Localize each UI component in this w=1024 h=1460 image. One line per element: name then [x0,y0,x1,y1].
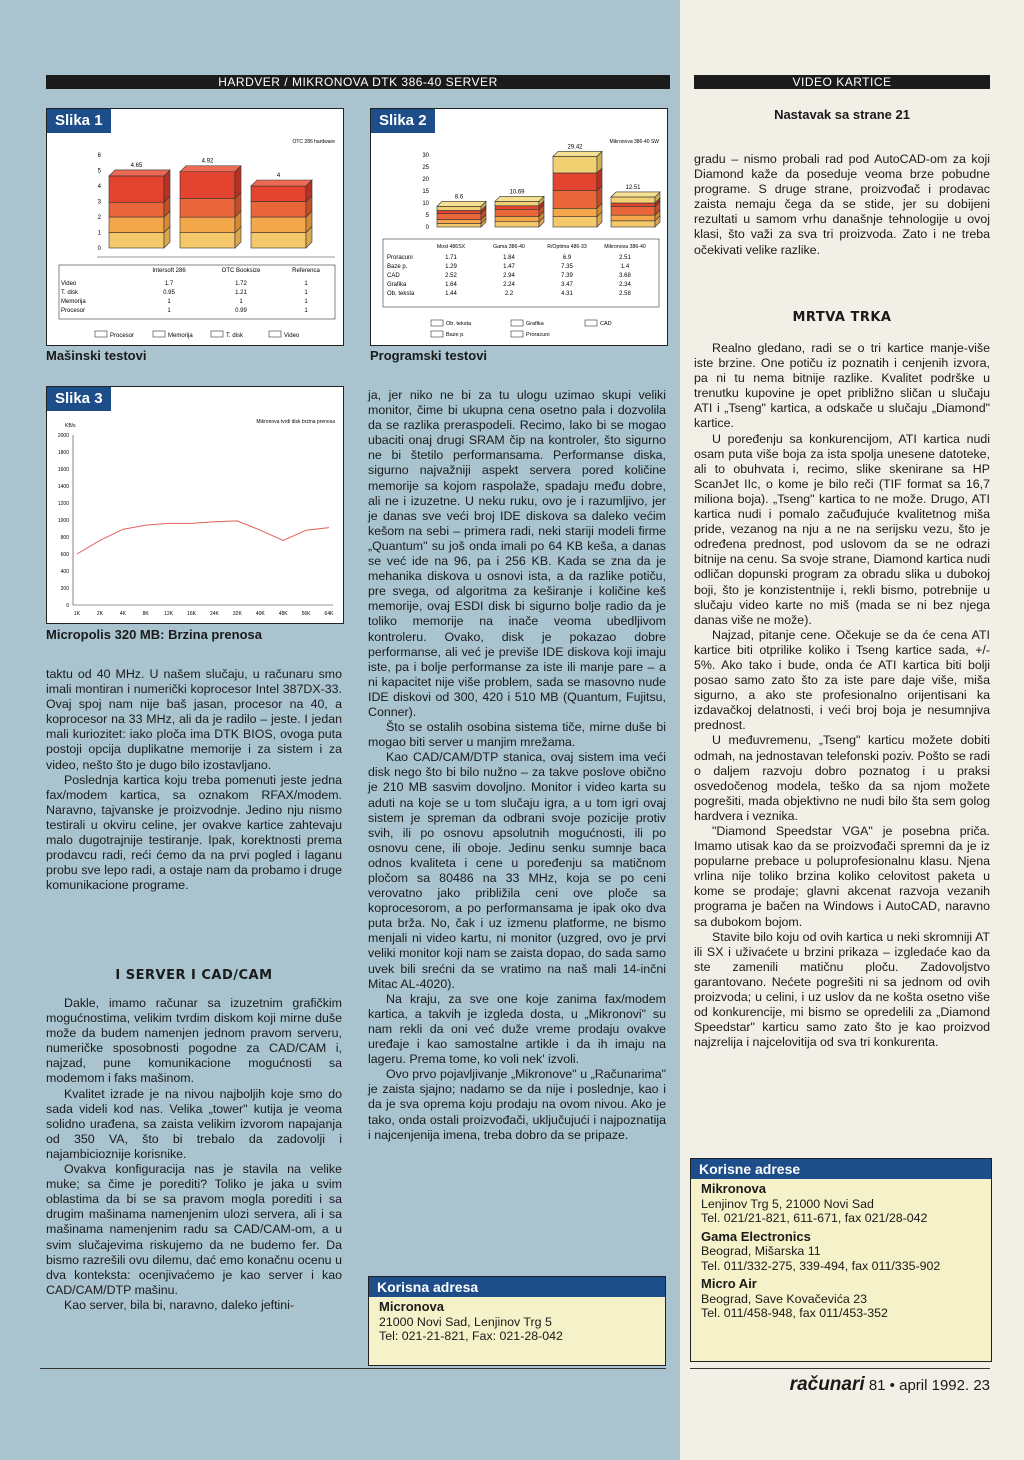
page-footer [740,1374,990,1396]
paragraph: U međuvremenu, „Tseng" karticu možete dobiti odmah, na jednostavan telefonski poziv. Pošto se radi o dalјem razvoju dobro poznatog i u praksi osvedočenog modela, teško da sa njom možete pogrešiti, mada objektivno ne nudi bilo šta sem golog hardvera i veznika. [694,733,990,823]
y-tick-label: 1600 [57,467,69,473]
table-row-label: Ob. teksta [387,291,415,297]
legend-label: CAD [600,321,612,327]
legend-label: Proracuni [526,332,550,338]
paragraph: Stavite bilo koju od ovih kartica u neki skromniji AT ili SX i uživaćete u brzini prikaza – izgledaće kao da ste zamenili matičnu ploču. Zadovoljstvo garantovano. Nećete pogrešiti ni sa jednom od ovih proizvoda; u celini, i uz uslov da ne košta osetno više od konkurencije, mi bismo se opredelili za „Diamond Speedstar" karticu samo zato što je kao proizvod najzrelija i najcelovitija od sva tri konkurenta. [694,929,990,1050]
table-cell: 0.95 [163,290,175,296]
bar-segment [553,191,597,209]
bar-segment [180,233,235,248]
y-tick-label: 3 [97,199,101,206]
data-label: 10.69 [509,189,525,196]
y-tick-label: 200 [60,586,69,592]
y-tick-label: 800 [60,535,69,541]
paragraph: "Diamond Speedstar VGA" je posebna priča. Imamo utisak kao da se proizvođači spremni da je iz popularne prebace u poluprofesionalnu klasu. Njena vrlina nije toliko brzina koliko celovitost paketa u kome se prodaje; glavni akcenat razvoja vezanih programa je bačen na Windows i AutoCAD, naravno sa dubokom bojom. [694,824,990,929]
table-cell: 1.84 [503,255,515,261]
table-cell: 3.47 [561,282,573,288]
y-tick-label: 1200 [57,501,69,507]
y-tick-label: 1 [97,230,101,237]
figure-2-title: Slika 2 [371,109,435,133]
bar-segment [109,176,164,202]
bar-segment [109,202,164,217]
legend-label: Ob. teksta [446,321,472,327]
figure-1-panel [46,108,344,346]
bar-segment [180,217,235,233]
y-tick-label: 0 [97,246,101,252]
paragraph: Dakle, imamo računar sa izuzetnim grafičkim mogućnostima, velikim tvrdim diskom koji mirne duše može da budem namenjen jednom pravom serveru, numeričke sposobnosti pogodne za CAD/CAM i, najzad, pune komunikacione mogućnosti sa modemom i faks mašinom. [46,996,342,1086]
magazine-logo: računari [789,1374,865,1395]
table-cell: 1.29 [445,264,457,270]
legend-swatch [511,320,523,326]
x-tick-label: 4K [119,611,126,617]
article-column-left-2 [46,996,342,1313]
chart-2 [371,109,667,345]
table-cell: 3.68 [619,273,631,279]
address-box-right [690,1158,992,1362]
address-line: Lenjinov Trg 5, 21000 Novi Sad [701,1196,874,1211]
legend-swatch [431,320,443,326]
y-tick-label: 1000 [57,518,69,524]
y-tick-label: 20 [422,177,429,183]
legend-label: Baze p. [446,332,465,338]
table-cell: 1 [304,290,308,296]
y-tick-label: 400 [60,569,69,575]
table-cell: 2.2 [504,291,514,297]
bar-segment [611,203,655,206]
legend-swatch [511,331,523,337]
y-tick-label: 5 [425,213,429,219]
legend-label: Grafika [526,321,544,327]
chart-title: Mikronova tvrdi disk brzina prenosa [256,419,335,425]
table-cell: 1 [167,308,171,314]
bar-segment [553,217,597,227]
y-tick-label: 1400 [57,484,69,490]
table-row-label: Memorija [61,299,86,305]
address-box-middle [368,1276,666,1366]
table-cell: 1 [304,299,308,305]
chart-title: OTC 286 hardware [292,139,335,145]
bar-top [180,166,241,172]
y-axis-unit: KB/s [65,423,76,429]
table-cell: 6.9 [562,255,572,261]
paragraph: Ovo prvo pojavljivanje „Mikronove" u „Računarima" je zaista sjajno; nadamo se da nije i poslednje, kao i da je sva oprema koju prodaju na ovom nivou. Ako je tako, onda ostali proizvođači, uključujući i najpoznatija i najcenjenija imena, treba dobro da se pripaze. [368,1067,666,1142]
paragraph: Najzad, pitanje cene. Očekuje se da će cena ATI kartice biti otprilike koliko i Tseng kartice sada, +/- 5%. Ako tako i bude, onda će ATI kartica biti bolji posao samo zato što za iste pare daje više, miša sigurno, a ako ste profesionalno orijentisani ka izdavačkoj delatnosti, i veći broj boja je nesumnjiva prednost. [694,627,990,733]
table-row-label: Video [61,281,77,287]
table-row-label: Grafika [387,282,407,288]
x-tick-label: 2K [96,611,103,617]
bar-segment [495,209,539,216]
bar-top [495,196,544,201]
data-label: 4.92 [201,158,214,165]
bar-segment [251,217,306,233]
bar-top [109,170,170,176]
address-line: Beograd, Mišarska 11 [701,1244,821,1258]
data-label: 4.65 [130,162,143,169]
table-cell: 0.99 [235,308,247,314]
table-cell: 1.64 [445,282,457,288]
data-label: 29.42 [567,144,583,151]
y-tick-label: 6 [97,153,101,159]
bar-segment [611,221,655,227]
y-tick-label: 10 [422,201,429,207]
paragraph: taktu od 40 MHz. U našem slučaju, u računaru smo imali montiran i numerički koprocesor Intel 387DX-33. Ovaj spoj nam nije baš jasan, procesor na 40, a koprocesor na 33 MHz, ali da je radilo – jeste. I jedan mali kuriozitet: iako ploča ima DTK BIOS, ovoga puta postoji opcija duplikatne memorije i za sistem i za video, nešto što je dugo bilo izostavljano. [46,667,342,772]
table-row-label: Baze p. [387,264,408,270]
table-cell: 2.51 [619,255,631,261]
footer-rule [40,1368,666,1369]
table-cell: 1 [167,299,171,305]
address-box-title: Korisna adresa [369,1277,665,1297]
y-tick-label: 1800 [57,450,69,456]
category-label: Referenca [292,268,320,274]
address-company: Mikronova [701,1181,767,1196]
table-cell: 1.72 [235,281,247,287]
bar-segment [553,156,597,173]
bar-segment [251,233,306,249]
page-number: 81 • april 1992. 23 [868,1377,990,1394]
paragraph: Kao CAD/CAM/DTP stanica, ovaj sistem ima veći disk nego što bi bilo nužno – za takve poslove obično je 210 MB sasvim dovoljno. Monitor i video karta su aduti na koje se u tom slučaju igra, a u tom igri ovaj sistem je spreman da odbrani svoje pozicije protiv svih, ili po osnovu apsolutnih mogućnosti, ili po osnovu cene, ili oboje. Jedinu senku sumnje baca odnos kvaliteta i cene u poređenju sa matičnom pločom sa 80486 na 33 MHz, koja se po ceni verovatno jako približila ceni ove ploče sa koprocesorom, a po performansama je ipak oko dva puta brža. No, čak i uz izmenu platforme, ne bismo menjali ni video kartu, ni monitor (uzgred, ovo je prvi veliki monitor koji nam se zaista dopao, do sada samo uvek bili srećni da se vratimo na naš mali 14-inčni Mitac AL-4020). [368,750,666,991]
bar-top [437,201,486,206]
paragraph: Što se ostalih osobina sistema tiče, mirne duše bi mogao biti server u manjim mrežama. [368,720,666,750]
x-tick-label: 48K [278,611,288,617]
table-cell: 1.4 [620,264,630,270]
y-tick-label: 15 [422,189,429,195]
data-label: 12.51 [625,184,641,191]
address-company: Gama Electronics [701,1228,811,1244]
x-tick-label: 8K [142,611,149,617]
bar-segment [553,173,597,191]
figure-3-caption: Micropolis 320 MB: Brzina prenosa [46,627,262,642]
legend-swatch [95,331,107,337]
address-line: Beograd, Save Kovačevića 23 [701,1291,868,1306]
category-label: Most 486SX [436,244,466,250]
bar-segment [553,208,597,216]
address-company: Micro Air [701,1276,757,1291]
y-tick-label: 30 [422,153,429,159]
category-label: Gama 386-40 [493,244,525,250]
table-cell: 2.24 [503,282,515,288]
legend-swatch [211,331,223,337]
figure-3-panel [46,386,344,624]
figure-1-caption: Mašinski testovi [46,348,147,363]
bar-top [553,151,602,156]
bar-segment [437,224,481,227]
table-cell: 7.39 [561,273,573,279]
legend-label: Procesor [110,333,135,339]
table-cell: 2.34 [619,282,631,288]
category-label: R/Optima 486-33 [547,244,587,250]
y-tick-label: 2000 [57,433,69,439]
bar-segment [251,186,306,202]
figure-2-panel [370,108,668,346]
section-heading-trka: MRTVA TRKA [792,310,892,325]
article-column-right [694,152,990,258]
series-line [77,521,329,554]
figure-2-caption: Programski testovi [370,348,488,363]
table-cell: 1.7 [164,281,174,287]
x-tick-label: 24K [210,611,219,617]
section-heading: I SERVER I CAD/CAM [115,968,273,983]
bar-segment [495,206,539,210]
category-label: Intersoft 286 [152,268,186,274]
legend-label: Video [284,333,300,339]
address-phone: Tel. 011/332-275, 339-494, fax 011/335-902 [701,1258,941,1273]
legend-swatch [269,331,281,337]
x-tick-label: 64K [324,611,334,617]
figure-1-title: Slika 1 [47,109,111,133]
table-cell: 1.71 [445,255,457,261]
paragraph: Na kraju, za sve one koje zanima fax/modem kartica, a takvih je izgleda dosta, u „Mikronovi" su nam rekli da oni već duže vreme prodaju ovakve uređaje i kao samostalne artikle i da ih imaju na lageru. Prema tome, ko voli nek' izvoli. [368,991,666,1067]
bar-segment [437,206,481,210]
y-tick-label: 0 [66,603,69,609]
address-line: 21000 Novi Sad, Lenjinov Trg 5 [379,1314,552,1329]
bar-top [611,192,660,197]
table-cell: 1 [304,308,308,314]
chart-3 [47,387,343,623]
table-row-label: T. disk [61,290,79,296]
footer-rule-right [690,1368,990,1369]
y-tick-label: 25 [422,165,429,171]
legend-swatch [585,320,597,326]
table-cell: 7.35 [561,264,573,270]
table-row-label: Proracuni [387,255,413,261]
bar-segment [109,217,164,233]
paragraph: U poređenju sa konkurencijom, ATI kartica nudi osam puta više boja za ista spolja unesene datoteke, ali to obuhvata i, recimo, slike skenirane sa HP ScanJet IIc, o kome je bilo reči (TIF format sa 16,7 miliona boja). „Tseng" kartica to ne može. Drugo, ATI kartica nudi i pomalo začuđujuće kvalitetnog miša pride, vezanog na nju a ne na serijsku vezu, što je određena prednost, pod uslovom da se ne odrazi bitnije na cenu. Sa svoje strane, Diamond kartica nudi odličan dopunski program za obradu slika u dubokoj boji, što je konzistentnije i, rekli bismo, potrebnije u slučaju video karte no miš (mada se ni bez njega danas više ne može). [694,431,990,627]
bar-segment [495,201,539,205]
address-box-title: Korisne adrese [691,1159,991,1179]
bar-segment [437,214,481,220]
legend-label: Memorija [168,333,193,339]
table-cell: 1.21 [235,290,247,296]
paragraph: Kvalitet izrade je na nivou najboljih koje smo do sada videli kod nas. Velika „tower" kutija je veoma solidno urađena, sa zaista velikim izvorom napajanja od 350 VA, što bi trebalo da zadovolji i najambicioznije korisnike. [46,1086,342,1161]
chart-title: Mikronova 386-40 SW [609,139,659,145]
category-label: Mikronova 386-40 [604,244,646,250]
table-cell: 4.31 [561,291,573,297]
bar-segment [109,233,164,249]
article-column-left [46,667,342,893]
table-row-label: CAD [387,273,400,279]
table-cell: 1.47 [503,264,515,270]
y-tick-label: 600 [60,552,69,558]
address-company: Micronova [379,1299,445,1314]
bar-segment [495,216,539,221]
address-phone: Tel. 021/21-821, 611-671, fax 021/28-042 [701,1211,928,1225]
data-label: 8.6 [454,194,464,201]
paragraph: gradu – nismo probali rad pod AutoCAD-om za koji Diamond kaže da poseduje veoma brze pobudne programe. S druge strane, proizvođač i prodavac zaista nemaju čega da se stide, jer su dobijeni rezultati u samom vrhu današnje tehnologije u ovoj klasi, što važi za sva tri proizvoda. Zato i ne treba očekivati velike razlike. [694,152,990,257]
x-tick-label: 16K [187,611,196,617]
y-tick-label: 4 [97,184,101,190]
legend-swatch [153,331,165,337]
paragraph: Realno gledano, radi se o tri kartice manje-više iste brzine. One potiču iz poznatih i cenjenih izvora, pa ni tu nema bitnije razlike. Kvalitet podrške u trenutku kupovine je opet približno sličan u slučaju ATI i „Tseng" kartica, a odskače u slučaju „Diamond" kartice. [694,341,990,431]
bar-segment [495,222,539,227]
bar-segment [611,206,655,215]
chart-1 [47,109,343,345]
x-tick-label: 32K [232,611,242,617]
paragraph: Kao server, bila bi, naravno, daleko jeftini- [64,1297,295,1312]
section-header-bar: HARDVER / MIKRONOVA DTK 386-40 SERVER [46,75,670,89]
legend-label: T. disk [226,333,244,339]
paragraph: Poslednja kartica koju treba pomenuti jeste jedna fax/modem kartica, sa oznakom RFAX/modem. Naravno, tajvanske je proizvodnje. Jedino nju nismo testirali u okviru celine, jer ovakve kartice zahtevaju malo dugotrajnije testiranje. Ipak, korektnosti prema prodavcu radi, reći ćemo da na prvi pogled i laganu probu sve lepo radi, a ostaje nam da probamo i druge komunikacione programe. [46,772,342,893]
table-cell: 2.58 [619,291,631,297]
legend-swatch [431,331,443,337]
article-column-middle [368,388,666,1143]
bar-segment [251,202,306,218]
bar-segment [437,220,481,224]
data-label: 4 [276,173,281,179]
bar-top [251,180,312,186]
y-tick-label: 2 [97,215,101,221]
bar-segment [437,210,481,213]
x-tick-label: 1K [73,611,81,617]
address-phone: Tel: 021-21-821, Fax: 021-28-042 [379,1329,563,1343]
table-cell: 1.44 [445,291,457,297]
continued-note: Nastavak sa strane 21 [774,107,910,122]
x-tick-label: 40K [255,611,265,617]
table-row-label: Procesor [61,308,86,314]
x-tick-label: 56K [301,611,311,617]
bar-segment [611,215,655,221]
table-cell: 2.52 [445,273,457,279]
category-label: OTC Booksize [221,268,261,274]
article-column-right-2 [694,341,990,1050]
address-phone: Tel. 011/458-948, fax 011/453-352 [701,1306,888,1320]
bar-segment [180,198,235,217]
table-cell: 1 [239,299,243,305]
table-cell: 1 [304,281,308,287]
table-cell: 2.94 [503,273,515,279]
paragraph: ja, jer niko ne bi za tu ulogu uzimao skupi veliki monitor, čime bi ukupna cena osetno pala i dozvolila da se razlika preraspodeli. Recimo, lako bi se mogao ubaciti onaj drugi SRAM čip na kontroler, što sigurno ne bi štetilo performansama. Performanse diska, sigurno najvažniji aspekt servera pored količine memorije sa kojom raspolaže, spadaju među dobre, ali ne i izuzetne. U neku ruku, ovo je i razumljivo, jer je danas sve veći broj IDE diskova sa daleko većim kešom na sebi – primera radi, neki stariji modeli firme „Quantum" su još onda imali po 64 KB keša, a danas se već ide na 96, pa i 256 KB. Kada se zna da je mehanika diskova u osnovi ista, a da razlike potiču, pre svega, od algoritma za keširanje i količine keš memorije, ovaj ESDI disk bi sigurno bolje radio da je toliko memorije na inače veoma ubedljivom kontroleru. Ovako, disk je pokazao dobre performanse, ali već je previše IDE diskova koji imaju iste, pa i bolje performanse za iste ili manje pare – a ni kapacitet nije više problem, sada se masovno nude IDE diskovi od 300, 420 i 510 MB (Quantum, Fujitsu, Conner). [368,388,666,719]
y-tick-label: 0 [425,225,429,231]
x-tick-label: 12K [164,611,174,617]
figure-3-title: Slika 3 [47,387,111,411]
section-header-bar-right: VIDEO KARTICE [694,75,990,89]
paragraph: Ovakva konfiguracija nas je stavila na velike muke; sa čime je porediti? Toliko je jaka u svim oblastima da bi se sa pravom mogla porediti i sa drugim mašinama namenjenim ulozi servera, ali i sa mašinama namenjenim radu sa CAD/CAM-om, a u svim slučajevima riskujemo da ne budemo fer. Da bismo razrešili ovu dilemu, dać emo konačnu ocenu u dva konteksta: ocenjivaćemo je kao server i kao CAD/CAM/DTP mašinu. [46,1162,342,1297]
bar-segment [180,172,235,199]
y-tick-label: 5 [97,168,101,175]
bar-segment [611,197,655,203]
